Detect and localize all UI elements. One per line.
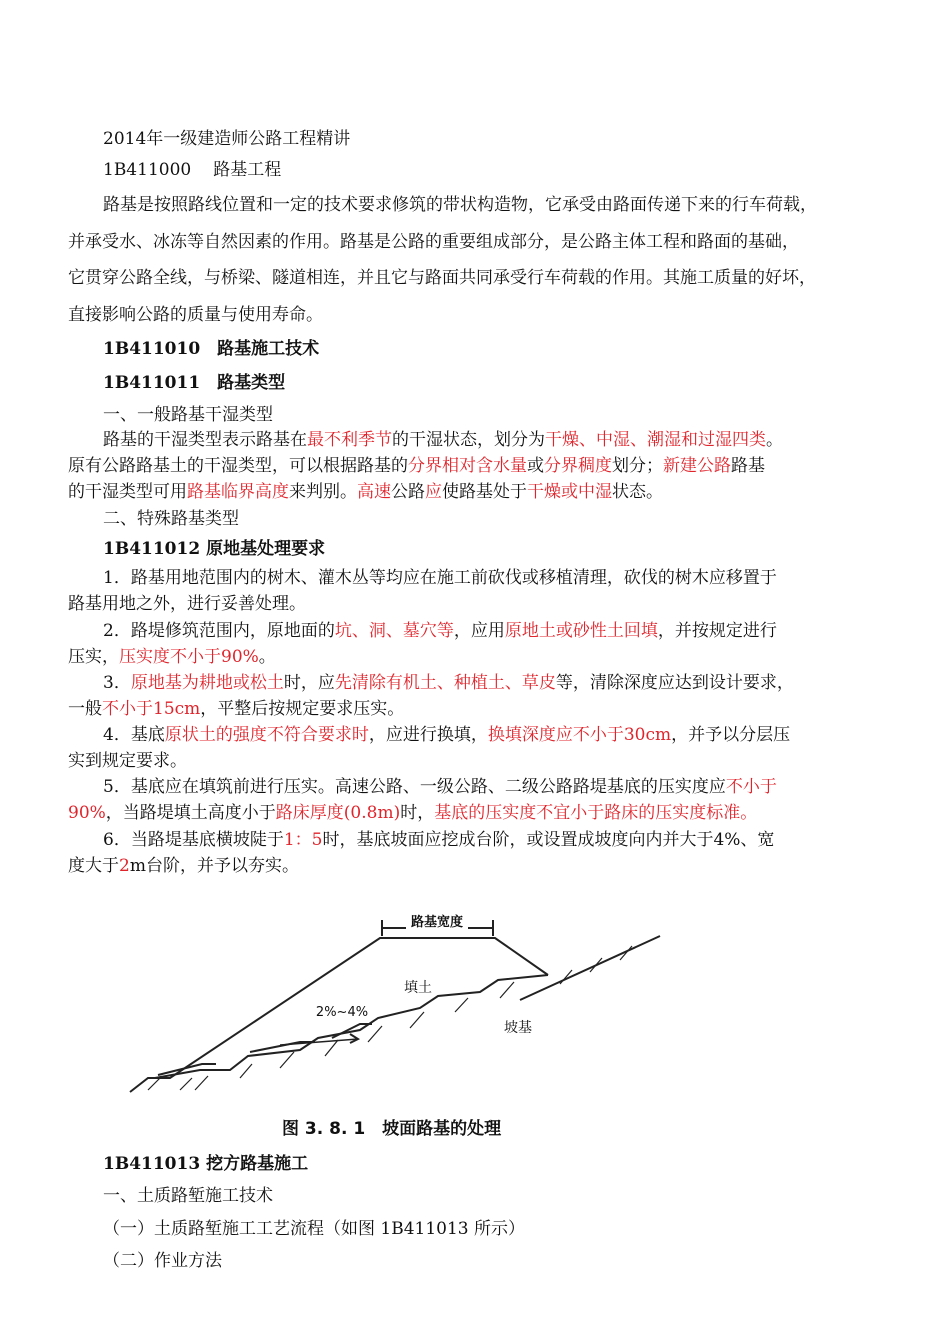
highlight-span: 坑、洞、墓穴等: [334, 621, 454, 641]
text-span: 路基的干湿类型表示路基在: [103, 430, 307, 450]
subsection-item: （一）土质路堑施工工艺流程（如图 1B411013 所示）: [103, 1219, 526, 1239]
highlight-span: 换填深度应不小于30cm: [487, 725, 672, 745]
intro-line: 它贯穿公路全线，与桥梁、隧道相连，并且它与路面共同承受行车荷载的作用。其施工质量的好坏，: [68, 268, 816, 288]
highlight-span: 原地基为耕地或松土: [130, 673, 284, 693]
paragraph-line: [68, 802, 757, 824]
text-span: 2．路堤修筑范围内，原地面的: [103, 621, 335, 641]
intro-line: 直接影响公路的质量与使用寿命。: [68, 305, 323, 325]
base-label: 坡基: [504, 1020, 532, 1036]
highlight-span: 先清除有机土、种植土、草皮: [334, 673, 556, 693]
section-heading: 1B411010 路基施工技术: [103, 339, 320, 359]
highlight-span: 分界稠度: [544, 456, 612, 476]
highlight-span: 应: [425, 482, 442, 502]
roadbed-width-label: 路基宽度: [410, 915, 464, 930]
hatch: [280, 1052, 294, 1068]
intro-line: 并承受水、冰冻等自然因素的作用。路基是公路的重要组成部分，是公路主体工程和路面的基础，: [68, 232, 799, 252]
highlight-span: 基底的压实度不宜小于路床的压实度标准。: [434, 803, 758, 823]
intro-line: 路基是按照路线位置和一定的技术要求修筑的带状构造物，它承受由路面传递下来的行车荷载，: [103, 195, 817, 215]
doc-title: 2014年一级建造师公路工程精讲: [103, 129, 351, 149]
text-span: 的干湿状态，划分为: [392, 430, 545, 450]
highlight-span: 高速: [357, 482, 391, 502]
hatch: [148, 1078, 160, 1090]
highlight-span: 新建公路: [663, 456, 731, 476]
text-span: 的干湿类型可用: [68, 482, 187, 502]
subsection-heading: 一、一般路基干湿类型: [103, 405, 273, 425]
text-span: m台阶，并予以夯实。: [129, 856, 299, 876]
highlight-span: 原地土或砂性土回填: [504, 621, 658, 641]
text-span: 使路基处于: [442, 482, 527, 502]
text-span: 公路: [391, 482, 425, 502]
text-span: 时，应: [283, 673, 335, 693]
hatch: [410, 1012, 424, 1028]
section-heading: 1B411012 原地基处理要求: [103, 539, 326, 559]
paragraph-line: 路基用地之外，进行妥善处理。: [68, 594, 306, 614]
text-span: 状态。: [612, 482, 663, 502]
text-span: 6．当路堤基底横坡陡于: [103, 830, 284, 850]
slope-arrowhead: [350, 1034, 358, 1043]
hatch: [240, 1064, 252, 1078]
text-span: 3．: [103, 673, 131, 693]
text-span: 路基: [731, 456, 765, 476]
paragraph-line: 实到规定要求。: [68, 751, 187, 771]
text-span: ，当路堤填土高度小于: [105, 803, 276, 823]
highlight-span: 干燥或中湿: [527, 482, 612, 502]
highlight-span: 路基临界高度: [187, 482, 289, 502]
text-span: 。: [258, 647, 276, 667]
text-span: 。: [766, 430, 783, 450]
fill-label: 填土: [404, 980, 432, 996]
hatch: [195, 1076, 208, 1090]
text-span: ，并按规定进行: [657, 621, 777, 641]
hatch: [500, 982, 514, 998]
hatch: [180, 1078, 192, 1090]
text-span: ，应进行换填，: [368, 725, 488, 745]
text-span: 时，基底坡面应挖成台阶，或设置成坡度向内并大于4%、宽: [322, 830, 775, 850]
paragraph-line: [68, 855, 299, 877]
hatch: [590, 958, 602, 972]
highlight-span: 原状土的强度不符合要求时: [164, 725, 369, 745]
highlight-span: 1：5: [283, 830, 323, 850]
highlight-span: 压实度不小于90%: [119, 647, 259, 667]
text-span: 4．基底: [103, 725, 165, 745]
paragraph-line: [68, 455, 765, 477]
section-heading: 1B411013 挖方路基施工: [103, 1154, 309, 1174]
text-span: 或: [527, 456, 544, 476]
paragraph-line: [103, 620, 777, 642]
figure-caption: 图 3. 8. 1 坡面路基的处理: [282, 1119, 502, 1139]
paragraph-line: [103, 776, 777, 798]
paragraph-line: [103, 829, 774, 851]
highlight-span: 路床厚度(0.8m): [275, 803, 401, 823]
slope-arrow: [280, 1039, 358, 1045]
paragraph-line: [103, 724, 790, 746]
text-span: 一般: [68, 699, 102, 719]
highlight-span: 最不利季节: [307, 430, 392, 450]
highlight-span: 干燥、中湿、潮湿和过湿四类: [545, 430, 766, 450]
bench-steps: [155, 975, 548, 1078]
paragraph-line: 1．路基用地范围内的树木、灌木丛等均应在施工前砍伐或移植清理，砍伐的树木应移置于: [103, 568, 777, 588]
natural-ground-line: [520, 936, 660, 1000]
subsection-heading: 一、土质路堑施工技术: [103, 1186, 273, 1206]
highlight-span: 90%: [68, 803, 106, 823]
text-span: 来判别。: [289, 482, 357, 502]
highlight-span: 分界相对含水量: [408, 456, 527, 476]
paragraph-line: [68, 646, 276, 668]
chapter-code: 1B411000: [103, 160, 192, 180]
paragraph-line: [103, 672, 794, 694]
slope-subgrade-figure: [120, 900, 680, 1110]
text-span: ，平整后按规定要求压实。: [200, 699, 405, 719]
subsection-item: （二）作业方法: [103, 1251, 222, 1271]
text-span: 5．基底应在填筑前进行压实。高速公路、一级公路、二级公路路堤基底的压实度应: [103, 777, 726, 797]
hatch: [368, 1026, 382, 1042]
ground-hatching: [148, 946, 632, 1090]
text-span: ，并予以分层压: [671, 725, 791, 745]
chapter-heading: [103, 159, 281, 181]
text-span: 压实，: [68, 647, 119, 667]
text-span: 等，清除深度应达到设计要求，: [555, 673, 794, 693]
text-span: 度大于: [68, 856, 119, 876]
paragraph-line: [103, 429, 783, 451]
hatch: [325, 1040, 338, 1056]
text-span: 原有公路路基土的干湿类型，可以根据路基的: [68, 456, 408, 476]
text-span: 划分；: [612, 456, 663, 476]
chapter-name: 路基工程: [213, 160, 282, 180]
section-heading: 1B411011 路基类型: [103, 373, 286, 393]
paragraph-line: [68, 698, 404, 720]
embankment-outline: [130, 920, 660, 1092]
highlight-span: 不小于: [725, 777, 777, 797]
subsection-heading: 二、特殊路基类型: [103, 509, 239, 529]
text-span: 时，: [400, 803, 435, 823]
hatch: [455, 998, 468, 1012]
slope-label: 2%~4%: [315, 1005, 369, 1020]
highlight-span: 不小于15cm: [102, 699, 201, 719]
text-span: ，应用: [453, 621, 505, 641]
paragraph-line: [68, 481, 663, 503]
highlight-span: 2: [119, 856, 130, 876]
